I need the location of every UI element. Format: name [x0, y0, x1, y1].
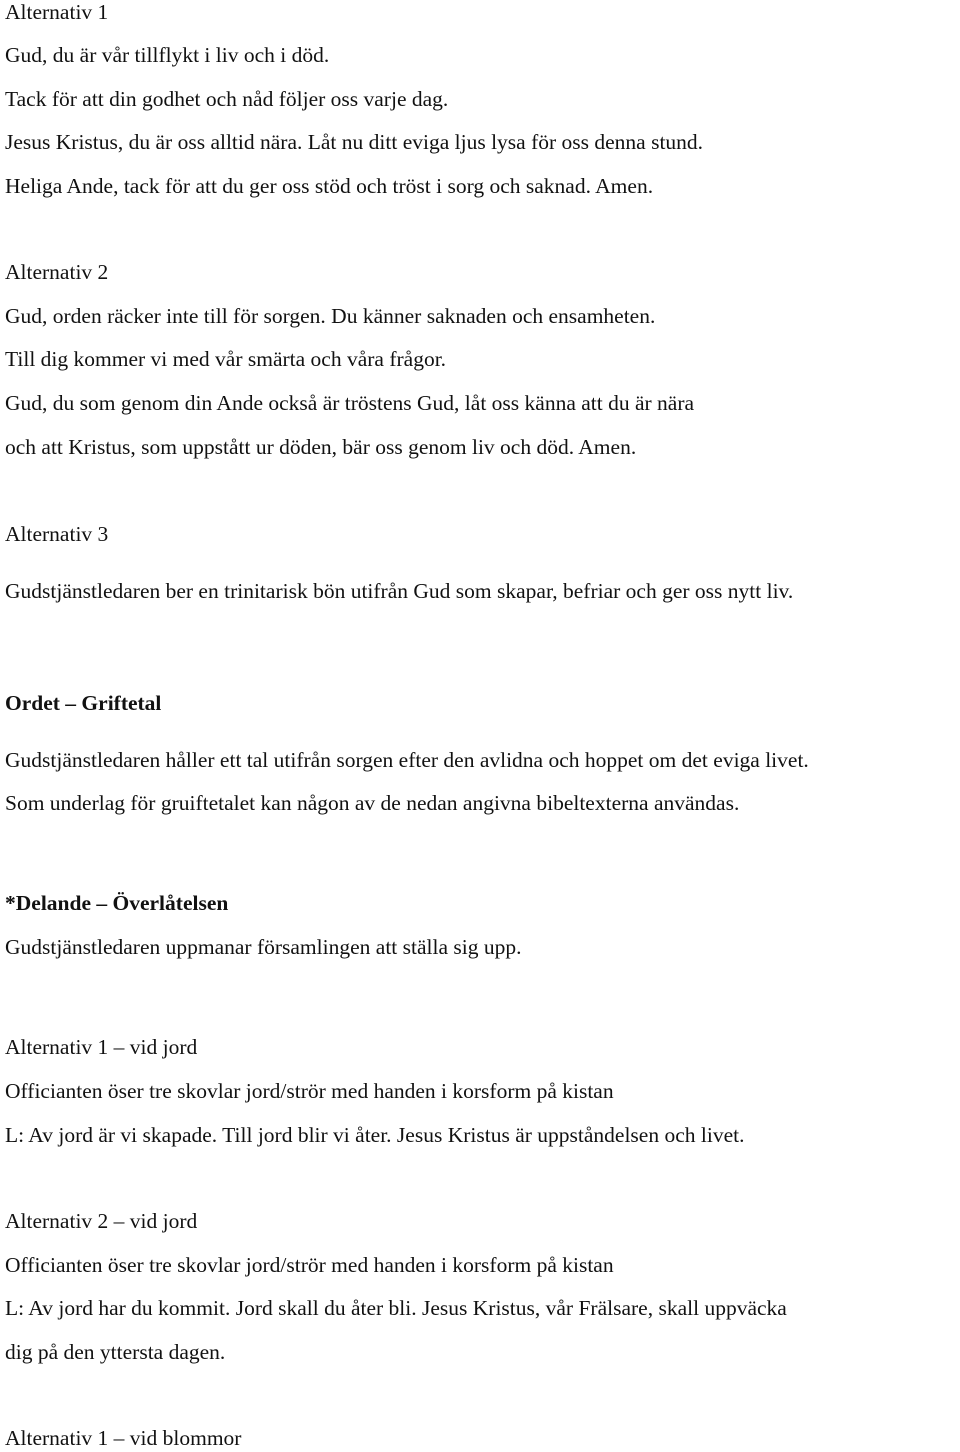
liturgy-line: L: Av jord är vi skapade. Till jord blir vi åter. Jesus Kristus är uppståndelsen och livet.: [5, 1123, 745, 1147]
prayer-line: Jesus Kristus, du är oss alltid nära. Låt nu ditt eviga ljus lysa för oss denna stund.: [5, 130, 704, 154]
instruction-line: Officianten öser tre skovlar jord/strör med handen i korsform på kistan: [5, 1253, 614, 1277]
instruction-line: Gudstjänstledaren uppmanar församlingen att ställa sig upp.: [5, 935, 522, 959]
prayer-line: Gud, du är vår tillflykt i liv och i död.: [5, 43, 330, 67]
prayer-line: och att Kristus, som uppstått ur döden, bär oss genom liv och död. Amen.: [5, 435, 637, 459]
prayer-line: Gud, orden räcker inte till för sorgen. Du känner saknaden och ensamheten.: [5, 304, 656, 328]
prayer-line: Tack för att din godhet och nåd följer oss varje dag.: [5, 87, 449, 111]
prayer-line: Till dig kommer vi med vår smärta och våra frågor.: [5, 347, 447, 371]
prayer-line: Heliga Ande, tack för att du ger oss stöd och tröst i sorg och saknad. Amen.: [5, 174, 654, 198]
section-label: Alternativ 2: [5, 260, 109, 284]
section-heading: *Delande – Överlåtelsen: [5, 891, 229, 915]
section-heading: Ordet – Griftetal: [5, 691, 162, 715]
section-label: Alternativ 3: [5, 522, 109, 546]
liturgy-line: dig på den yttersta dagen.: [5, 1340, 226, 1364]
instruction-line: Gudstjänstledaren håller ett tal utifrån sorgen efter den avlidna och hoppet om det eviga livet.: [5, 748, 809, 772]
liturgy-line: L: Av jord har du kommit. Jord skall du åter bli. Jesus Kristus, vår Frälsare, skall uppväcka: [5, 1296, 787, 1320]
instruction-line: Gudstjänstledaren ber en trinitarisk bön utifrån Gud som skapar, befriar och ger oss nytt liv.: [5, 579, 794, 603]
section-label: Alternativ 2 – vid jord: [5, 1209, 198, 1233]
instruction-line: Som underlag för gruiftetalet kan någon av de nedan angivna bibeltexterna användas.: [5, 791, 740, 815]
instruction-line: Officianten öser tre skovlar jord/strör med handen i korsform på kistan: [5, 1079, 614, 1103]
prayer-line: Gud, du som genom din Ande också är tröstens Gud, låt oss känna att du är nära: [5, 391, 695, 415]
section-label: Alternativ 1: [5, 0, 109, 24]
section-label: Alternativ 1 – vid blommor: [5, 1426, 242, 1450]
section-label: Alternativ 1 – vid jord: [5, 1035, 198, 1059]
